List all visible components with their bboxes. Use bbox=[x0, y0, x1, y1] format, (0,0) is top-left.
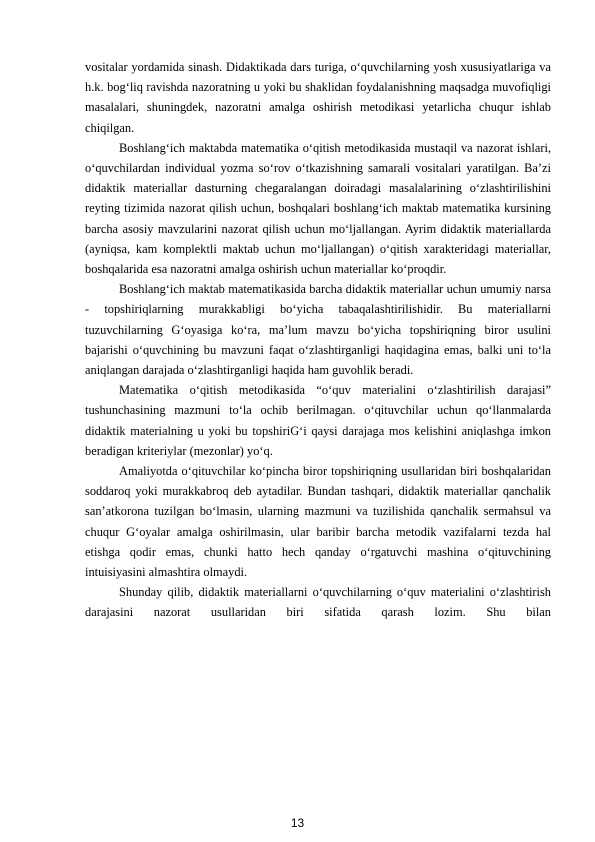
page-number: 13 bbox=[290, 816, 305, 830]
paragraph: Boshlang‘ich maktabda matematika o‘qitish metodikasida mustaqil va nazorat ishlari, o‘quvchilardan individual yozma so‘rov o‘tkazishning samarali vositalari yaratilgan. Ba’zi didaktik materiallar dasturning chegaralangan doiradagi masalalarining o‘zlashtirilishini reyting tizimida nazorat qilish uchun, boshqalari boshlang‘ich maktab matematika kursining barcha asosiy mavzularini nazorat qilish uchun mo‘ljallangan. Ayrim didaktik materiallarda (ayniqsa, kam komplektli maktab uchun mo‘ljallangan) o‘qitish xarakteridagi materiallar, boshqalarida esa nazoratni amalga oshirish uchun materiallar ko‘proqdir. bbox=[85, 140, 551, 277]
body-text bbox=[85, 57, 551, 623]
paragraph-continuation: vositalar yordamida sinash. Didaktikada dars turiga, o‘quvchilarning yosh xususiyatlariga va h.k. bog‘liq ravishda nazoratning u yoki bu shaklidan foydalanishning maqsadga muvofiqligi masalalari, shuningdek, nazoratni amalga oshirish metodikasi yetarlicha chuqur ishlab chiqilgan. bbox=[85, 60, 551, 135]
paragraph: Boshlang‘ich maktab matematikasida barcha didaktik materiallar uchun umumiy narsa - topshiriqlarning murakkabligi bo‘yicha tabaqalashtirilishidir. Bu materiallarni tuzuvchilarning G‘oyasiga ko‘ra, ma’lum mavzu bo‘yicha topshiriqning biror usulini bajarishi o‘quvchining bu mavzuni faqat o‘zlashtirganligi haqidagina emas, balki uni to‘la aniqlangan darajada o‘zlashtirganligi haqida ham guvohlik beradi. bbox=[85, 282, 551, 378]
paragraph: Amaliyotda o‘qituvchilar ko‘pincha biror topshiriqning usullaridan biri boshqalaridan soddaroq yoki murakkabroq deb aytadilar. Bundan tashqari, didaktik materiallar qanchalik san’atkorona tuzilgan bo‘lmasin, ularning mazmuni va tuzilishida qanchalik sermahsul va chuqur G‘oyalar amalga oshirilmasin, ular baribir barcha metodik vazifalarni tezda hal etishga qodir emas, chunki hatto hech qanday o‘rgatuvchi mashina o‘qituvchining intuisiyasini almashtira olmaydi. bbox=[85, 464, 551, 580]
paragraph: Matematika o‘qitish metodikasida “o‘quv materialini o‘zlashtirilish darajasi” tushunchasining mazmuni to‘la ochib berilmagan. o‘qituvchilar uchun qo‘llanmalarda didaktik materialning u yoki bu topshiriG‘i qaysi darajaga mos kelishini aniqlashga imkon beradigan kriteriylar (mezonlar) yo‘q. bbox=[85, 383, 551, 458]
paragraph: Shunday qilib, didaktik materiallarni o‘quvchilarning o‘quv materialini o‘zlashtirish darajasini nazorat usullaridan biri sifatida qarash lozim. Shu bilan bbox=[85, 585, 551, 620]
